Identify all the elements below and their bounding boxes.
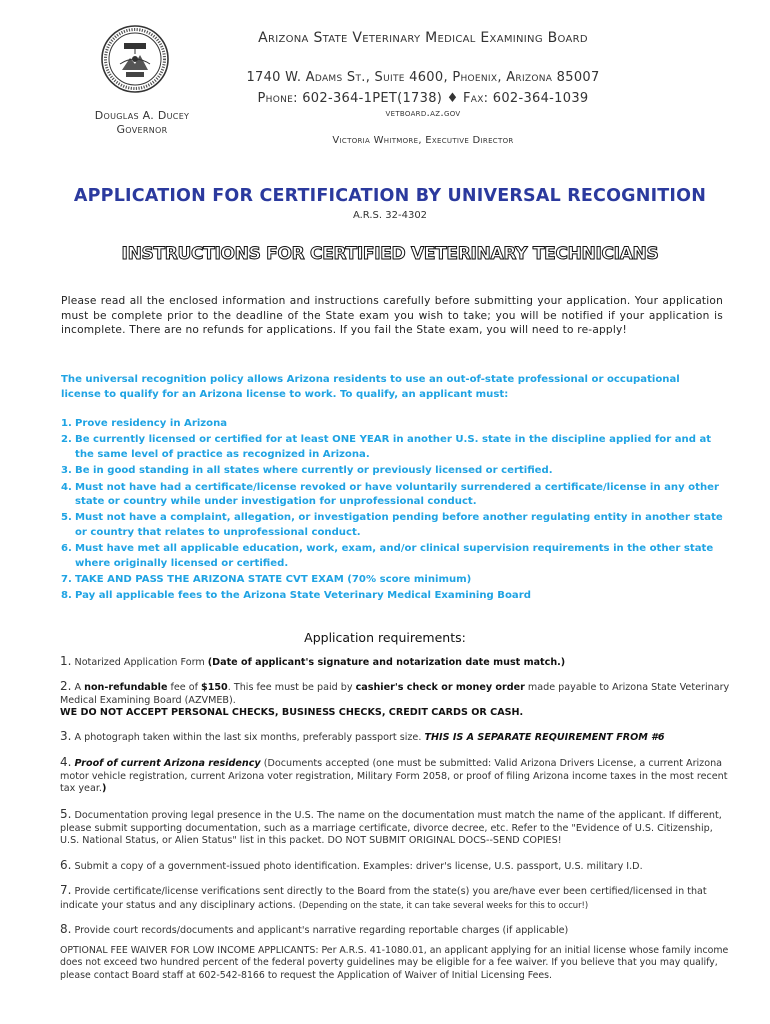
rule-number: 8. bbox=[61, 590, 72, 602]
requirement-8 bbox=[60, 923, 730, 938]
requirement-6 bbox=[60, 859, 730, 874]
qualification-rule bbox=[61, 589, 731, 603]
rule-text: TAKE AND PASS THE ARIZONA STATE CVT EXAM (70% score minimum) bbox=[75, 574, 472, 586]
requirement-number: 6. bbox=[60, 858, 72, 872]
requirement-bold-text: non-refundable bbox=[84, 682, 168, 693]
requirements-heading: Application requirements: bbox=[304, 630, 466, 645]
board-phone-fax: Phone: 602-364-1PET(1738) ♦ Fax: 602-364-1039 bbox=[257, 91, 589, 106]
requirement-text: fee of bbox=[167, 682, 202, 693]
governor-title: Governor bbox=[116, 123, 168, 136]
requirement-bold-text: cashier's check or money order bbox=[355, 682, 525, 693]
requirement-2 bbox=[60, 680, 730, 720]
fee-waiver-note: OPTIONAL FEE WAIVER FOR LOW INCOME APPLICANTS: Per A.R.S. 41-1080.01, an applicant applying for an initial license whose family income does not exceed two hundred percent of the federal poverty guidelines may be eligible for a fee waiver. If you believe that you may qualify, please contact Board staff at 602-542-8166 to request the Application of Waiver of Initial Licensing Fees. bbox=[60, 945, 729, 981]
rule-text: Be in good standing in all states where currently or previously licensed or certified. bbox=[75, 465, 553, 477]
qualification-rules-list bbox=[61, 417, 731, 606]
requirement-bold-text: THIS IS A SEPARATE REQUIREMENT FROM #6 bbox=[424, 732, 665, 743]
requirement-text: . This fee must be paid by bbox=[227, 682, 356, 693]
qualification-rule bbox=[61, 542, 731, 571]
governor-block bbox=[72, 109, 212, 137]
requirement-text: A bbox=[74, 682, 85, 693]
requirement-number: 5. bbox=[60, 807, 72, 821]
requirement-number: 3. bbox=[60, 729, 72, 743]
requirement-number: 7. bbox=[60, 883, 72, 897]
rule-number: 2. bbox=[61, 434, 72, 446]
requirement-text: Provide certificate/license verifications sent directly to the Board from the state(s) you are/have ever been certified/licensed in that indicate your status and any disciplinary actions. bbox=[60, 886, 707, 911]
qualification-rule bbox=[61, 481, 731, 510]
requirement-text: A photograph taken within the last six months, preferably passport size. bbox=[74, 732, 425, 743]
rule-text: Pay all applicable fees to the Arizona State Veterinary Medical Examining Board bbox=[75, 590, 531, 602]
requirement-bold-text: ) bbox=[101, 783, 107, 794]
rule-number: 7. bbox=[61, 574, 72, 586]
requirement-number: 8. bbox=[60, 922, 72, 936]
rule-text: Must not have had a certificate/license revoked or have voluntarily surrendered a certificate/license in any other state or country while under investigation for unprofessional conduct. bbox=[75, 481, 719, 508]
executive-director: Victoria Whitmore, Executive Director bbox=[332, 135, 514, 146]
instructions-title: INSTRUCTIONS FOR CERTIFIED VETERINARY TECHNICIANS bbox=[121, 244, 659, 264]
requirement-bold-text: $150 bbox=[201, 682, 228, 693]
requirement-number: 2. bbox=[60, 679, 72, 693]
requirement-text: made payable to Arizona State Veterinary Medical Examining Board (AZVMEB). bbox=[60, 682, 730, 706]
intro-paragraph: Please read all the enclosed information and instructions carefully before submitting your application. Your application must be complete prior to the deadline of the State exam you wish to take; you will be notified if your application is incomplete. There are no refunds for applications. If you fail the State exam, you will need to re-apply! bbox=[61, 295, 723, 336]
qualification-rule bbox=[61, 511, 731, 540]
rule-number: 3. bbox=[61, 465, 72, 477]
board-name: Arizona State Veterinary Medical Examining Board bbox=[258, 30, 588, 46]
qualification-rule bbox=[61, 464, 731, 478]
qualification-rule bbox=[61, 417, 731, 431]
rule-number: 4. bbox=[61, 481, 72, 493]
requirement-warning: WE DO NOT ACCEPT PERSONAL CHECKS, BUSINESS CHECKS, CREDIT CARDS OR CASH. bbox=[60, 707, 524, 718]
qualification-rule bbox=[61, 573, 731, 587]
rule-text: Be currently licensed or certified for at least ONE YEAR in another U.S. state in the discipline applied for and at the same level of practice as recognized in Arizona. bbox=[75, 434, 712, 460]
rule-text: Must have met all applicable education, work, exam, and/or clinical supervision requirements in the other state where originally licensed or certified. bbox=[75, 543, 714, 569]
requirement-bold-text: Proof of current Arizona residency bbox=[74, 758, 261, 769]
requirement-text: Notarized Application Form bbox=[74, 657, 208, 668]
governor-name: Douglas A. Ducey bbox=[94, 109, 190, 122]
rule-text: Prove residency in Arizona bbox=[75, 418, 228, 429]
requirement-3 bbox=[60, 730, 730, 745]
requirement-text: Submit a copy of a government-issued photo identification. Examples: driver's license, U.S. passport, U.S. military I.D. bbox=[74, 861, 643, 872]
statute-reference: A.R.S. 32-4302 bbox=[352, 210, 428, 221]
requirement-number: 1. bbox=[60, 654, 72, 668]
rule-number: 1. bbox=[61, 418, 72, 429]
requirement-text: Documentation proving legal presence in the U.S. The name on the documentation must match the name of the applicant. If different, please submit supporting documentation, such as a marriage certificate, divorce decree, etc. Refer to the "Evidence of U.S. Citizenship, U.S. National Status, or Alien Status" list in this packet. DO NOT SUBMIT ORIGINAL DOCS--SEND COPIES! bbox=[60, 810, 722, 846]
requirement-bold-text: (Date of applicant's signature and notarization date must match.) bbox=[207, 657, 566, 668]
application-title: APPLICATION FOR CERTIFICATION BY UNIVERSAL RECOGNITION bbox=[73, 186, 707, 206]
rule-number: 5. bbox=[61, 512, 72, 524]
board-website: vetboard.az.gov bbox=[385, 107, 461, 119]
rule-text: Must not have a complaint, allegation, or investigation pending before another regulating entity in another state or country that relates to unprofessional conduct. bbox=[75, 512, 723, 538]
requirement-7 bbox=[60, 884, 730, 912]
requirement-4 bbox=[60, 756, 730, 796]
universal-recognition-policy: The universal recognition policy allows Arizona residents to use an out-of-state professional or occupational license to qualify for an Arizona license to work. To qualify, an applicant must: bbox=[61, 374, 680, 400]
rule-number: 6. bbox=[61, 543, 72, 555]
requirement-text: Provide court records/documents and applicant's narrative regarding reportable charges (if applicable) bbox=[74, 925, 569, 936]
requirement-1 bbox=[60, 655, 730, 670]
requirement-number: 4. bbox=[60, 755, 72, 769]
qualification-rule bbox=[61, 433, 731, 462]
requirement-note: (Depending on the state, it can take several weeks for this to occur!) bbox=[298, 899, 589, 910]
requirement-5 bbox=[60, 808, 730, 848]
board-address: 1740 W. Adams St., Suite 4600, Phoenix, Arizona 85007 bbox=[246, 70, 600, 85]
requirement-text: (Documents accepted (one must be submitted: Valid Arizona Drivers License, a current Arizona motor vehicle registration, current Arizona voter registration, Military Form 2058, or proof of filing Arizona income taxes in the most recent tax year. bbox=[60, 758, 728, 794]
